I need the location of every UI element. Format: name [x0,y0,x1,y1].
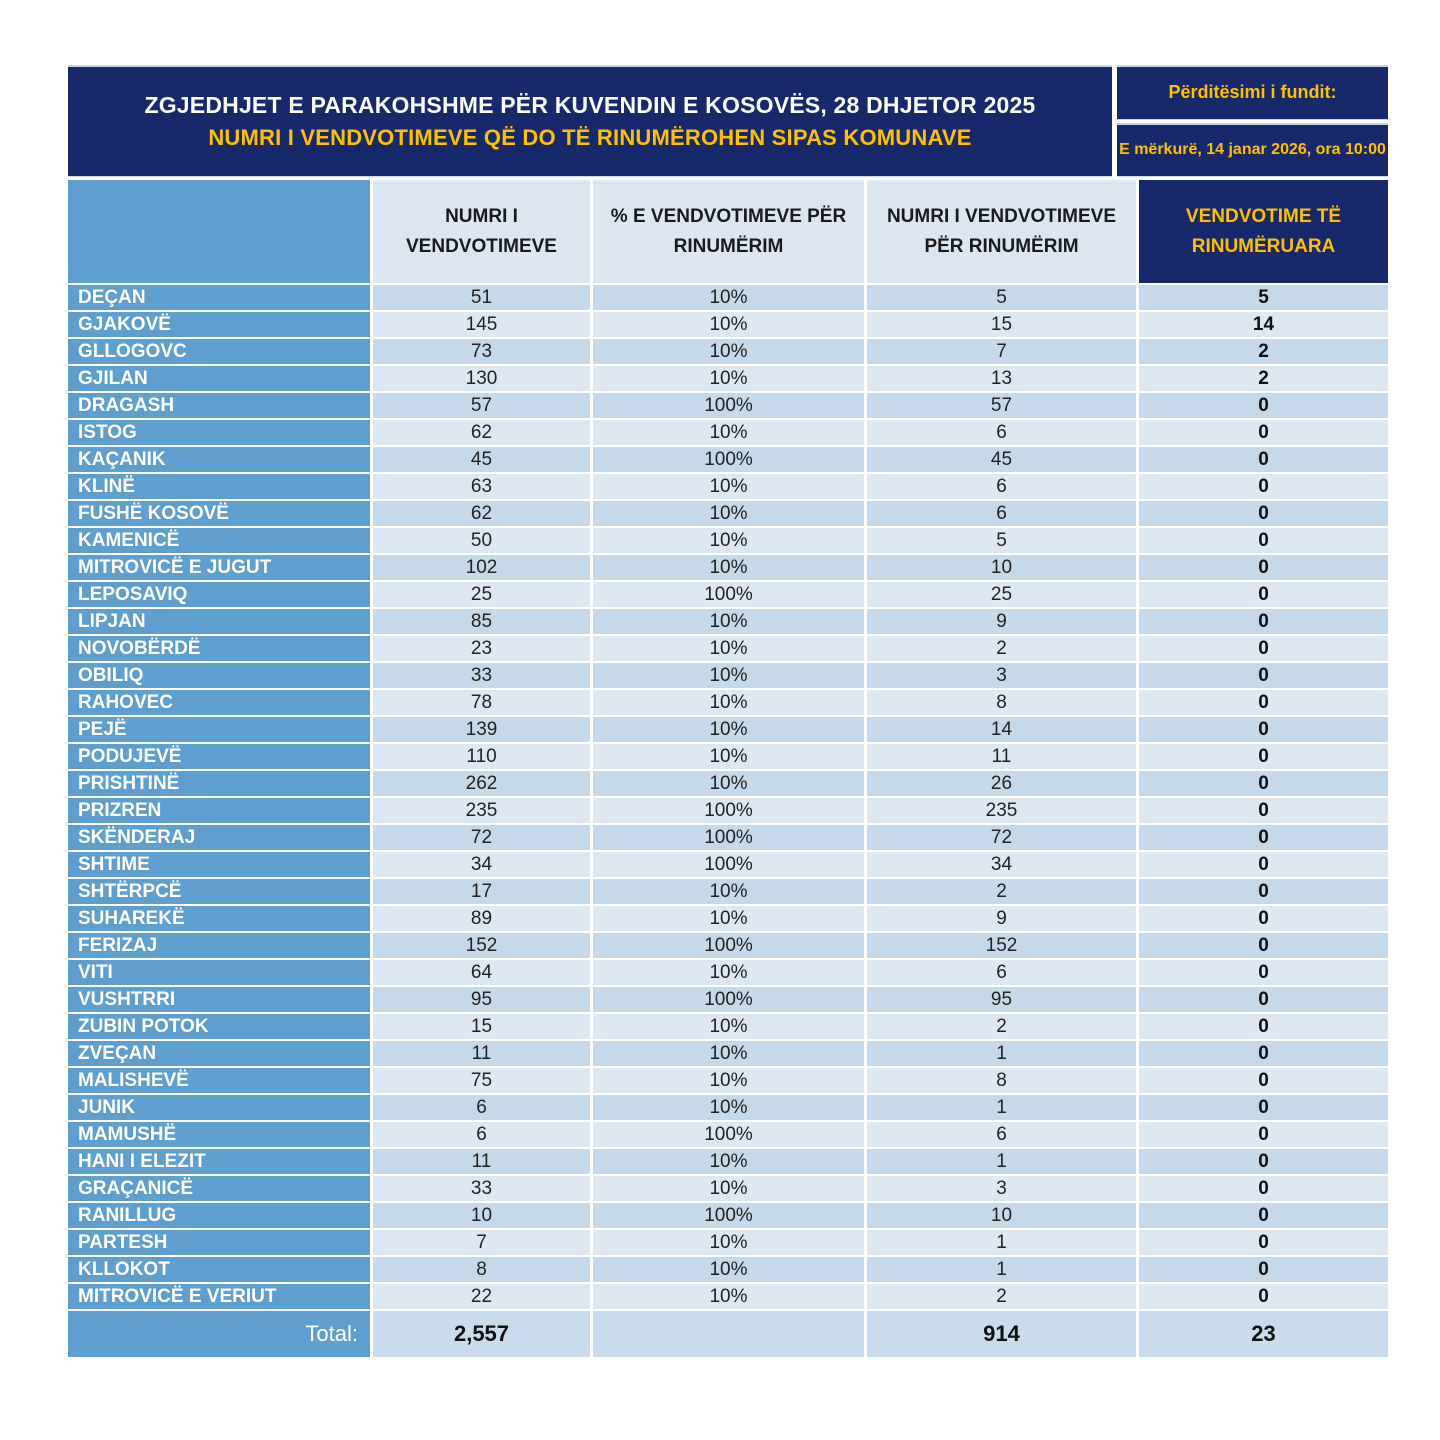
recounted-value: 0 [1139,1257,1388,1282]
total-stations-value: 64 [373,960,590,985]
percent-recount-value: 100% [593,1122,864,1147]
table-row [68,393,1388,418]
percent-recount-value: 10% [593,1095,864,1120]
stations-for-recount-value: 6 [867,1122,1136,1147]
table-row [68,501,1388,526]
stations-for-recount-value: 5 [867,528,1136,553]
table-row [68,1041,1388,1066]
stations-for-recount-value: 9 [867,906,1136,931]
total-stations-value: 33 [373,663,590,688]
percent-recount-value: 10% [593,420,864,445]
stations-for-recount-value: 2 [867,636,1136,661]
stations-for-recount-value: 26 [867,771,1136,796]
stations-for-recount-value: 72 [867,825,1136,850]
percent-recount-value: 10% [593,717,864,742]
recounted-value: 0 [1139,771,1388,796]
municipality-name: VITI [68,960,370,985]
total-recounted-total: 23 [1139,1311,1388,1357]
recounted-value: 0 [1139,717,1388,742]
table-row [68,690,1388,715]
recounted-value: 0 [1139,1176,1388,1201]
table-row [68,339,1388,364]
stations-for-recount-value: 1 [867,1149,1136,1174]
stations-for-recount-value: 8 [867,1068,1136,1093]
percent-recount-value: 10% [593,960,864,985]
stations-for-recount-value: 1 [867,1041,1136,1066]
table-row [68,987,1388,1012]
table-row [68,528,1388,553]
total-stations-value: 6 [373,1122,590,1147]
table-row [68,744,1388,769]
municipality-name: GRAÇANICË [68,1176,370,1201]
percent-recount-value: 10% [593,312,864,337]
total-stations-value: 78 [373,690,590,715]
percent-recount-value: 100% [593,798,864,823]
column-header-row [68,180,1388,283]
total-stations-value: 15 [373,1014,590,1039]
stations-for-recount-value: 11 [867,744,1136,769]
total-stations-value: 7 [373,1230,590,1255]
col-header-recounted: VENDVOTIME TË RINUMËRUARA [1139,180,1388,283]
report-subtitle: NUMRI I VENDVOTIMEVE QË DO TË RINUMËROHEN SIPAS KOMUNAVE [208,125,972,150]
municipality-name: LEPOSAVIQ [68,582,370,607]
total-percent-blank [593,1311,864,1357]
total-stations-value: 152 [373,933,590,958]
col-header-percent-recount: % E VENDVOTIMEVE PËR RINUMËRIM [593,180,864,283]
percent-recount-value: 10% [593,690,864,715]
table-row [68,825,1388,850]
last-update-box [1117,65,1388,177]
stations-for-recount-value: 2 [867,1014,1136,1039]
stations-for-recount-value: 3 [867,663,1136,688]
stations-for-recount-value: 14 [867,717,1136,742]
recounted-value: 0 [1139,501,1388,526]
table-row [68,1149,1388,1174]
table-row [68,798,1388,823]
total-stations-value: 45 [373,447,590,472]
municipality-name: PRISHTINË [68,771,370,796]
recounted-value: 0 [1139,1068,1388,1093]
stations-for-recount-value: 15 [867,312,1136,337]
stations-for-recount-value: 10 [867,555,1136,580]
municipality-name: ZVEÇAN [68,1041,370,1066]
recounted-value: 0 [1139,1149,1388,1174]
total-stations-value: 102 [373,555,590,580]
table-row [68,1203,1388,1228]
recounted-value: 5 [1139,285,1388,310]
percent-recount-value: 100% [593,1203,864,1228]
stations-for-recount-value: 1 [867,1257,1136,1282]
recounted-value: 0 [1139,609,1388,634]
stations-for-recount-value: 45 [867,447,1136,472]
report-title: ZGJEDHJET E PARAKOHSHME PËR KUVENDIN E KOSOVËS, 28 DHJETOR 2025 [144,92,1036,118]
table-row [68,933,1388,958]
recounted-value: 0 [1139,879,1388,904]
total-stations-value: 57 [373,393,590,418]
percent-recount-value: 10% [593,366,864,391]
municipality-name: ISTOG [68,420,370,445]
recounted-value: 0 [1139,1122,1388,1147]
percent-recount-value: 10% [593,1041,864,1066]
municipality-name: GJAKOVË [68,312,370,337]
recounted-value: 0 [1139,852,1388,877]
total-for-recount-total: 914 [867,1311,1136,1357]
recounted-value: 0 [1139,1203,1388,1228]
recounted-value: 0 [1139,798,1388,823]
recounted-value: 0 [1139,906,1388,931]
total-stations-value: 75 [373,1068,590,1093]
total-stations-value: 50 [373,528,590,553]
table-row [68,1014,1388,1039]
municipality-name: KAÇANIK [68,447,370,472]
municipality-name: SKËNDERAJ [68,825,370,850]
municipality-name: PRIZREN [68,798,370,823]
table-row [68,555,1388,580]
municipality-name: ZUBIN POTOK [68,1014,370,1039]
table-row [68,1122,1388,1147]
recounted-value: 2 [1139,339,1388,364]
municipality-name: MAMUSHË [68,1122,370,1147]
recount-report [68,65,1388,1357]
percent-recount-value: 10% [593,771,864,796]
table-row [68,636,1388,661]
stations-for-recount-value: 95 [867,987,1136,1012]
recounted-value: 0 [1139,474,1388,499]
percent-recount-value: 10% [593,1068,864,1093]
stations-for-recount-value: 6 [867,960,1136,985]
total-stations-value: 11 [373,1149,590,1174]
municipality-name: KLINË [68,474,370,499]
col-header-total-stations: NUMRI I VENDVOTIMEVE [373,180,590,283]
total-stations-value: 63 [373,474,590,499]
col-header-stations-for-recount: NUMRI I VENDVOTIMEVE PËR RINUMËRIM [867,180,1136,283]
total-stations-value: 62 [373,420,590,445]
total-stations-value: 34 [373,852,590,877]
total-stations-value: 10 [373,1203,590,1228]
stations-for-recount-value: 2 [867,1284,1136,1309]
total-stations-value: 25 [373,582,590,607]
total-stations-value: 62 [373,501,590,526]
municipality-name: PODUJEVË [68,744,370,769]
table-row [68,717,1388,742]
municipality-name: PEJË [68,717,370,742]
recounted-value: 0 [1139,690,1388,715]
percent-recount-value: 10% [593,501,864,526]
recounted-value: 0 [1139,582,1388,607]
recounted-value: 0 [1139,663,1388,688]
percent-recount-value: 10% [593,744,864,769]
municipality-name: JUNIK [68,1095,370,1120]
percent-recount-value: 100% [593,852,864,877]
stations-for-recount-value: 8 [867,690,1136,715]
stations-for-recount-value: 6 [867,474,1136,499]
municipality-name: DEÇAN [68,285,370,310]
percent-recount-value: 10% [593,339,864,364]
stations-for-recount-value: 2 [867,879,1136,904]
total-stations-value: 262 [373,771,590,796]
municipality-name: SHTIME [68,852,370,877]
percent-recount-value: 100% [593,825,864,850]
table-row [68,609,1388,634]
table-row [68,879,1388,904]
municipality-name: RAHOVEC [68,690,370,715]
recounted-value: 0 [1139,1041,1388,1066]
stations-for-recount-value: 152 [867,933,1136,958]
total-stations-value: 33 [373,1176,590,1201]
total-stations-value: 23 [373,636,590,661]
municipality-name: SHTËRPCË [68,879,370,904]
stations-for-recount-value: 13 [867,366,1136,391]
municipality-name: LIPJAN [68,609,370,634]
table-body [68,285,1388,1309]
percent-recount-value: 10% [593,474,864,499]
table-row [68,1095,1388,1120]
recounted-value: 0 [1139,960,1388,985]
percent-recount-value: 10% [593,609,864,634]
recounted-value: 0 [1139,393,1388,418]
total-stations-value: 130 [373,366,590,391]
total-stations-value: 139 [373,717,590,742]
percent-recount-value: 10% [593,879,864,904]
col-header-municipality [68,180,370,283]
table-row [68,366,1388,391]
percent-recount-value: 100% [593,393,864,418]
municipality-name: GLLOGOVC [68,339,370,364]
table-row [68,447,1388,472]
table-row [68,852,1388,877]
recounted-value: 0 [1139,528,1388,553]
percent-recount-value: 10% [593,1284,864,1309]
total-stations-value: 11 [373,1041,590,1066]
recounted-value: 0 [1139,987,1388,1012]
recounted-value: 0 [1139,825,1388,850]
title-block [68,65,1112,177]
percent-recount-value: 100% [593,933,864,958]
stations-for-recount-value: 6 [867,420,1136,445]
stations-for-recount-value: 1 [867,1095,1136,1120]
municipality-name: SUHAREKË [68,906,370,931]
municipality-name: FERIZAJ [68,933,370,958]
percent-recount-value: 100% [593,582,864,607]
stations-for-recount-value: 7 [867,339,1136,364]
stations-for-recount-value: 34 [867,852,1136,877]
municipality-name: OBILIQ [68,663,370,688]
percent-recount-value: 10% [593,1230,864,1255]
municipality-name: RANILLUG [68,1203,370,1228]
total-stations-value: 145 [373,312,590,337]
total-stations-value: 89 [373,906,590,931]
total-stations-value: 95 [373,987,590,1012]
total-stations-value: 235 [373,798,590,823]
table-row [68,582,1388,607]
percent-recount-value: 10% [593,1257,864,1282]
table-row [68,420,1388,445]
total-stations-value: 22 [373,1284,590,1309]
table-row [68,312,1388,337]
municipality-name: NOVOBËRDË [68,636,370,661]
municipality-name: HANI I ELEZIT [68,1149,370,1174]
stations-for-recount-value: 3 [867,1176,1136,1201]
total-stations-value: 73 [373,339,590,364]
total-stations-value: 51 [373,285,590,310]
recounted-value: 0 [1139,636,1388,661]
last-update-value: E mërkurë, 14 janar 2026, ora 10:00 [1117,123,1388,178]
total-row [68,1311,1388,1357]
total-stations-value: 17 [373,879,590,904]
municipality-name: MITROVICË E VERIUT [68,1284,370,1309]
recounted-value: 2 [1139,366,1388,391]
total-label: Total: [68,1311,370,1357]
recounted-value: 0 [1139,744,1388,769]
recounted-value: 0 [1139,1014,1388,1039]
stations-for-recount-value: 57 [867,393,1136,418]
table-row [68,285,1388,310]
stations-for-recount-value: 235 [867,798,1136,823]
percent-recount-value: 10% [593,1014,864,1039]
table-row [68,906,1388,931]
municipality-name: VUSHTRRI [68,987,370,1012]
recounted-value: 0 [1139,1284,1388,1309]
table-row [68,1176,1388,1201]
recounted-value: 14 [1139,312,1388,337]
municipality-name: FUSHË KOSOVË [68,501,370,526]
stations-for-recount-value: 1 [867,1230,1136,1255]
table-row [68,960,1388,985]
percent-recount-value: 10% [593,285,864,310]
stations-for-recount-value: 5 [867,285,1136,310]
table-row [68,771,1388,796]
recounted-value: 0 [1139,420,1388,445]
recounted-value: 0 [1139,447,1388,472]
recounted-value: 0 [1139,1230,1388,1255]
municipality-name: DRAGASH [68,393,370,418]
stations-for-recount-value: 10 [867,1203,1136,1228]
recounted-value: 0 [1139,1095,1388,1120]
table-row [68,1068,1388,1093]
total-stations-total: 2,557 [373,1311,590,1357]
recounted-value: 0 [1139,933,1388,958]
municipality-name: GJILAN [68,366,370,391]
total-stations-value: 6 [373,1095,590,1120]
percent-recount-value: 10% [593,555,864,580]
percent-recount-value: 10% [593,528,864,553]
table-row [68,1230,1388,1255]
total-stations-value: 8 [373,1257,590,1282]
municipality-name: PARTESH [68,1230,370,1255]
municipality-name: MITROVICË E JUGUT [68,555,370,580]
table-row [68,663,1388,688]
municipality-name: KAMENICË [68,528,370,553]
percent-recount-value: 10% [593,663,864,688]
percent-recount-value: 10% [593,1149,864,1174]
total-stations-value: 85 [373,609,590,634]
percent-recount-value: 10% [593,906,864,931]
municipality-name: MALISHEVË [68,1068,370,1093]
table-row [68,474,1388,499]
municipality-name: KLLOKOT [68,1257,370,1282]
recounted-value: 0 [1139,555,1388,580]
title-band [68,65,1388,177]
total-stations-value: 110 [373,744,590,769]
percent-recount-value: 10% [593,1176,864,1201]
percent-recount-value: 10% [593,636,864,661]
stations-for-recount-value: 25 [867,582,1136,607]
total-stations-value: 72 [373,825,590,850]
stations-for-recount-value: 9 [867,609,1136,634]
last-update-label: Përditësimi i fundit: [1117,65,1388,120]
stations-for-recount-value: 6 [867,501,1136,526]
table-row [68,1284,1388,1309]
percent-recount-value: 100% [593,447,864,472]
percent-recount-value: 100% [593,987,864,1012]
table-row [68,1257,1388,1282]
